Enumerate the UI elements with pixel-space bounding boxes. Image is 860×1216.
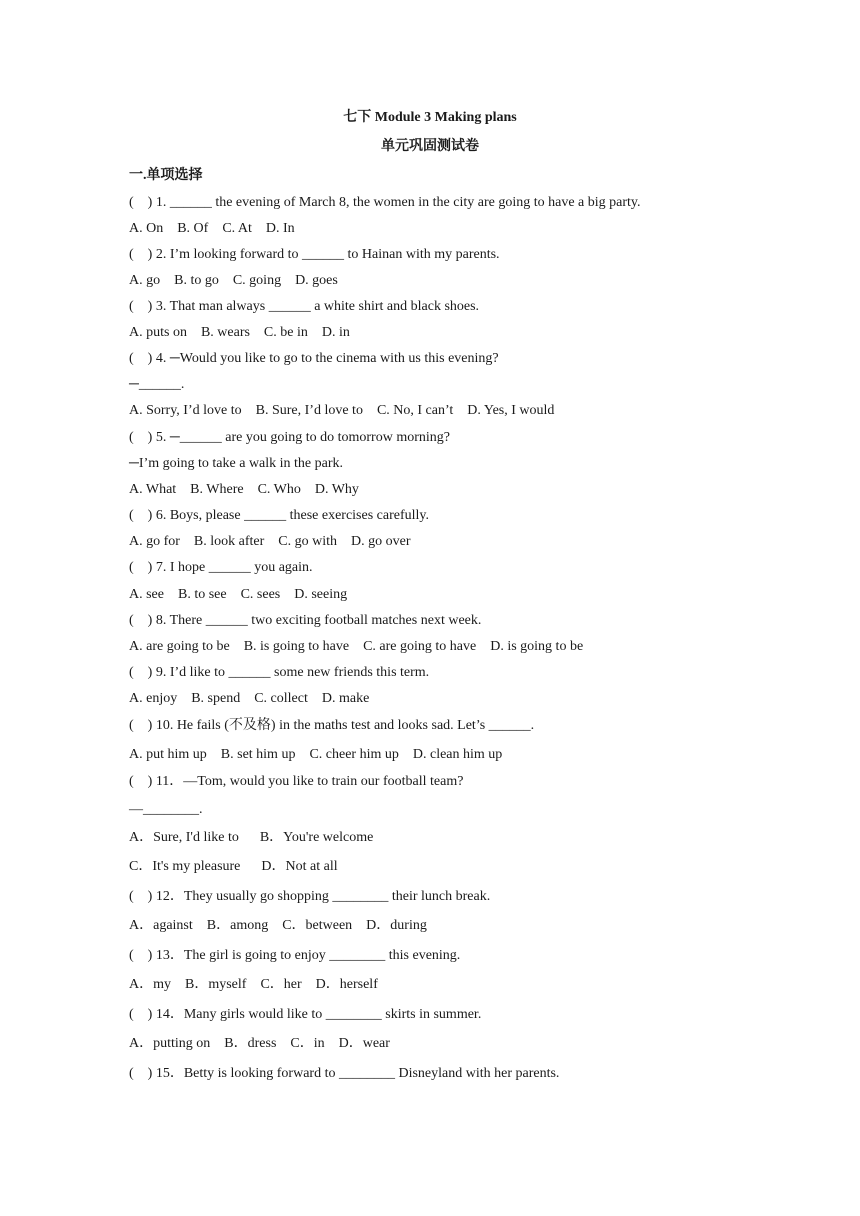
question-5: ( ) 5. ─______ are you going to do tomorrow morning?: [129, 430, 450, 445]
question-4: ( ) 4. ─Would you like to go to the cinema with us this evening?: [129, 351, 499, 366]
answer-line-4: ─______.: [129, 377, 185, 392]
question-6: ( ) 6. Boys, please ______ these exercises carefully.: [129, 508, 429, 523]
options-11b: C．It's my pleasure D．Not at all: [129, 859, 338, 874]
question-13: ( ) 13．The girl is going to enjoy ________ this evening.: [129, 948, 461, 963]
question-7: ( ) 7. I hope ______ you again.: [129, 560, 313, 575]
section-heading: 一.单项选择: [129, 168, 203, 183]
question-3: ( ) 3. That man always ______ a white shirt and black shoes.: [129, 299, 480, 314]
options-1: A. On B. Of C. At D. In: [129, 221, 295, 236]
options-3: A. puts on B. wears C. be in D. in: [129, 325, 350, 340]
options-2: A. go B. to go C. going D. goes: [129, 273, 338, 288]
options-10: A. put him up B. set him up C. cheer him up D. clean him up: [129, 747, 503, 762]
question-2: ( ) 2. I’m looking forward to ______ to Hainan with my parents.: [129, 247, 500, 262]
options-13: A．my B．myself C．her D．herself: [129, 977, 378, 992]
question-11: ( ) 11．—Tom, would you like to train our football team?: [129, 774, 464, 789]
question-9: ( ) 9. I’d like to ______ some new friends this term.: [129, 665, 430, 680]
question-14: ( ) 14．Many girls would like to ________ skirts in summer.: [129, 1007, 482, 1022]
options-7: A. see B. to see C. sees D. seeing: [129, 587, 348, 602]
question-1: ( ) 1. ______ the evening of March 8, the women in the city are going to have a big party.: [129, 195, 641, 210]
options-6: A. go for B. look after C. go with D. go over: [129, 534, 411, 549]
question-8: ( ) 8. There ______ two exciting football matches next week.: [129, 613, 482, 628]
answer-line-5: ─I’m going to take a walk in the park.: [129, 456, 344, 471]
answer-line-11: —________.: [129, 802, 203, 817]
options-4: A. Sorry, I’d love to B. Sure, I’d love to C. No, I can’t D. Yes, I would: [129, 403, 555, 418]
options-8: A. are going to be B. is going to have C. are going to have D. is going to be: [129, 639, 584, 654]
options-11a: A．Sure, I'd like to B．You're welcome: [129, 830, 374, 845]
question-15: ( ) 15．Betty is looking forward to ________ Disneyland with her parents.: [129, 1066, 560, 1081]
question-10: ( ) 10. He fails (不及格) in the maths test and looks sad. Let’s ______.: [129, 718, 535, 733]
options-12: A．against B．among C．between D．during: [129, 918, 427, 933]
options-5: A. What B. Where C. Who D. Why: [129, 482, 359, 497]
question-12: ( ) 12．They usually go shopping ________ their lunch break.: [129, 889, 491, 904]
document-title: 七下 Module 3 Making plans: [343, 110, 517, 125]
options-14: A．putting on B．dress C．in D．wear: [129, 1036, 390, 1051]
document-subtitle: 单元巩固测试卷: [381, 139, 479, 154]
options-9: A. enjoy B. spend C. collect D. make: [129, 691, 370, 706]
